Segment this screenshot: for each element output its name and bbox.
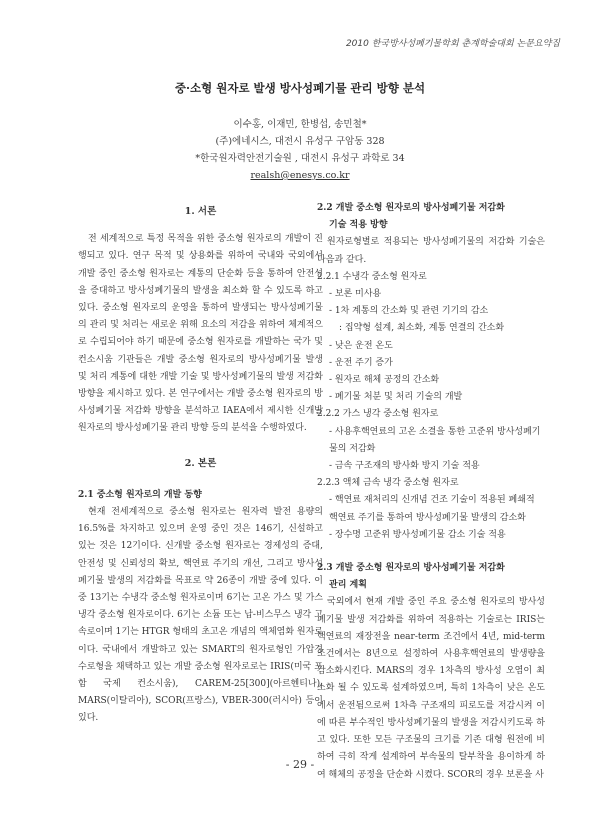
section-2-2-heading (317, 200, 545, 234)
list-item: - 장수명 고준위 방사성폐기물 감소 기술 적용 (329, 529, 506, 540)
list-item: - 운전 주기 증가 (329, 357, 393, 368)
paper-title: 중·소형 원자로 발생 방사성폐기물 관리 방향 분석 (174, 81, 426, 95)
section-1-heading: 1. 서론 (184, 206, 217, 217)
section-2-3-heading-line2: 관리 계획 (329, 580, 367, 591)
list-item: - 낮은 운전 온도 (329, 340, 393, 351)
list-item: - 폐기물 처분 및 처리 기술의 개발 (329, 392, 463, 403)
list-item: - 핵연료 재처리의 신개념 건조 기술이 적용된 폐쇄적 핵연료 주기를 통하여 방사성폐기물 발생의 감소화 (329, 495, 535, 523)
author-names: 이수홍, 이재민, 한병섭, 송민철* (233, 119, 367, 130)
section-2-2-heading-line1: 2.2 개발 중소형 원자로의 방사성폐기물 저감화 (317, 203, 505, 213)
list-item: - 원자로 해체 공정의 간소화 (329, 375, 440, 386)
section-2-3-paragraph: 국외에서 현재 개발 중인 주요 중소형 원자로의 방사성폐기물 발생 저감화를 위하여 적용하는 기술로는 IRIS는 핵연료의 재장전을 near-term 조건에서 4년, mid-term 조건에서는 8년으로 설정하여 사용후핵연료의 발생량을 감소화시킨다. MARS의 경우 1차측의 방사성 오염이 최소화 될 수 있도록 설계하였으며, 특히 1차측이 낮은 온도에서 운전됨으로써 1차측 구조재의 피로도를 저감시켜 이에 따른 부수적인 방사성폐기물의 발생을 저감시키도록 하고 있다. 또한 모든 구조물의 크기를 기존 대형 원전에 비하여 극히 작게 설계하여 부속물의 탈부착을 용이하게 하여 해체의 공정을 단순화 시켰다. SCOR의 경우 보론을 사 (317, 597, 545, 780)
list-item: - 1차 계통의 간소화 및 관련 기기의 감소 (329, 306, 489, 317)
list-item: 2.2.2 가스 냉각 중소형 원자로 (317, 409, 439, 420)
page-number: - 29 - (285, 758, 315, 771)
right-column (317, 200, 545, 784)
author-block (0, 116, 600, 184)
section-2-3-heading-line1: 2.3 개발 중소형 원자로의 방사성폐기물 저감화 (317, 563, 505, 574)
list-item: - 금속 구조재의 방사화 방지 기술 적용 (329, 461, 480, 472)
list-item: - 사용후핵연료의 고온 소결을 통한 고준위 방사성폐기물의 저감화 (329, 426, 541, 454)
affiliation-2: *한국원자력안전기술원 , 대전시 유성구 과학로 34 (195, 153, 405, 164)
section-1-paragraph: 전 세계적으로 특정 목적을 위한 중소형 원자로의 개발이 진행되고 있다. 연구 목적 및 상용화를 위하여 국내와 국외에서 개발 중인 중소형 원자로는 계통의 단순화 등을 통하여 안전성을 증대하고 방사성폐기물의 발생을 최소화 할 수 있도록 하고 있다. 중소형 원자로의 운영을 통하여 발생되는 방사성폐기물의 관리 및 처리는 새로운 위해 요소의 저감을 위하여 체계적으로 수립되어야 하기 때문에 중소형 원자로를 개발하는 국가 및 컨소시움 기관들은 개발 중소형 원자로의 방사성폐기물 발생 및 처리 계통에 대한 개발 기술 및 방사성폐기물의 발생 저감화 방향을 제시하고 있다. 본 연구에서는 개발 중소형 원자로의 방사성폐기물 저감화 방향을 분석하고 IAEA에서 제시한 신개발 원자로의 방사성폐기물 관리 방향 등의 분석을 수행하였다. (78, 234, 323, 434)
running-head: 2010 한국방사성폐기물학회 춘계학술대회 논문요약집 (345, 39, 560, 49)
left-column (78, 200, 323, 728)
section-2-1-heading: 2.1 중소형 원자로의 개발 동향 (78, 489, 202, 500)
section-2-2-heading-line2: 기술 적용 방향 (329, 220, 388, 231)
section-2-3-heading (317, 560, 545, 594)
section-2-1-paragraph: 현재 전세계적으로 중소형 원자로는 원자력 발전 용량의 16.5%를 차지하고 있으며 운영 중인 것은 146기, 신설하고 있는 것은 12기이다. 신개발 중소형 원자로는 경제성의 증대, 안전성 및 신뢰성의 확보, 핵연료 주기의 개선, 그리고 방사성폐기물 발생의 저감화를 목표로 약 26종이 개발 중에 있다. 이 중 13기는 수냉각 중소형 원자로이며 6기는 고온 가스 및 가스 냉각 중소형 원자로이다. 6기는 소듐 또는 납-비스무스 냉각 고속로이며 1기는 HTGR 형태의 초고온 개념의 액체염화 원자로이다. 국내에서 개발하고 있는 SMART의 원자로형인 가압경수로형을 채택하고 있는 개발 중소형 원자로로는 IRIS(미국 포함 국제 컨소시움), CAREM-25[300](아르헨티나), MARS(이탈리아), SCOR(프랑스), VBER-300(러시아) 등이 있다. (78, 507, 323, 724)
author-email[interactable]: realsh@enesys.co.kr (250, 170, 350, 181)
list-item: 2.2.3 액체 금속 냉각 중소형 원자로 (317, 478, 459, 489)
affiliation-1: (주)에네시스, 대전시 유성구 구암동 328 (215, 136, 385, 147)
list-item: : 집약형 설계, 최소화, 계통 연결의 간소화 (339, 323, 505, 334)
list-item: - 보론 미사용 (329, 289, 382, 300)
list-item: 2.2.1 수냉각 중소형 원자로 (317, 271, 427, 282)
section-2-2-paragraph: 원자로형별로 적용되는 방사성폐기물의 저감화 기술은 다음과 같다. (317, 237, 545, 265)
section-2-heading: 2. 본론 (184, 457, 217, 469)
